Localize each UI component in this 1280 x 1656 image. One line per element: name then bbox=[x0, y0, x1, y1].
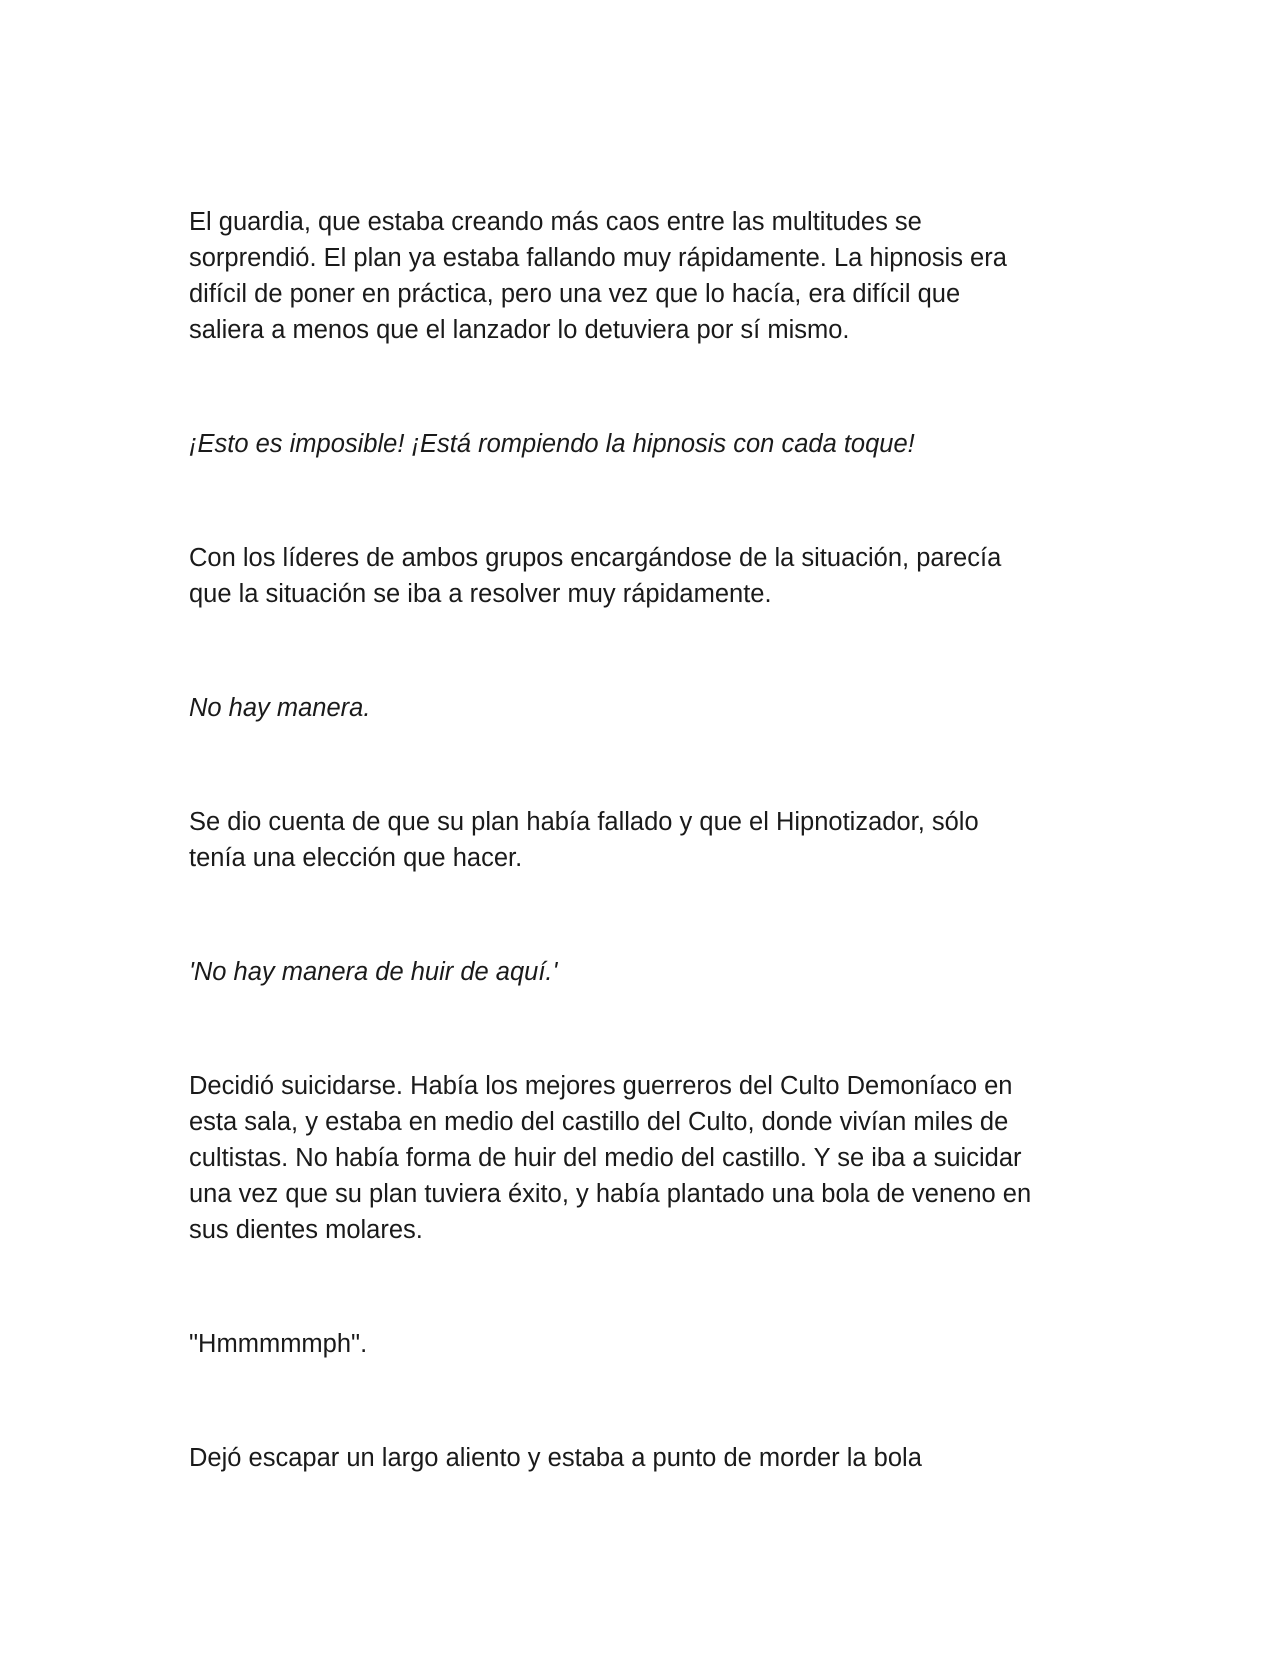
text-line: 'No hay manera de huir de aquí.' bbox=[189, 958, 558, 986]
paragraph bbox=[189, 1068, 1109, 1248]
text-line: Con los líderes de ambos grupos encargándose de la situación, parecía bbox=[189, 544, 1002, 572]
paragraph bbox=[189, 1440, 1109, 1476]
text-line: sus dientes molares. bbox=[189, 1216, 423, 1244]
text-line: Decidió suicidarse. Había los mejores guerreros del Culto Demoníaco en bbox=[189, 1072, 1013, 1100]
text-line: El guardia, que estaba creando más caos entre las multitudes se bbox=[189, 208, 922, 236]
text-line: ¡Esto es imposible! ¡Está rompiendo la hipnosis con cada toque! bbox=[189, 430, 915, 458]
text-line: tenía una elección que hacer. bbox=[189, 844, 523, 872]
text-line: sorprendió. El plan ya estaba fallando muy rápidamente. La hipnosis era bbox=[189, 244, 1007, 272]
paragraph bbox=[189, 540, 1109, 612]
text-line: No hay manera. bbox=[189, 694, 371, 722]
text-line: una vez que su plan tuviera éxito, y había plantado una bola de veneno en bbox=[189, 1180, 1032, 1208]
text-line: saliera a menos que el lanzador lo detuviera por sí mismo. bbox=[189, 316, 850, 344]
paragraph bbox=[189, 954, 1109, 990]
paragraph bbox=[189, 804, 1109, 876]
paragraph bbox=[189, 426, 1109, 462]
text-line: que la situación se iba a resolver muy rápidamente. bbox=[189, 580, 772, 608]
text-line: cultistas. No había forma de huir del medio del castillo. Y se iba a suicidar bbox=[189, 1144, 1022, 1172]
text-line: Se dio cuenta de que su plan había fallado y que el Hipnotizador, sólo bbox=[189, 808, 979, 836]
paragraph bbox=[189, 1326, 1109, 1362]
text-line: Dejó escapar un largo aliento y estaba a punto de morder la bola bbox=[189, 1444, 922, 1472]
text-line: difícil de poner en práctica, pero una vez que lo hacía, era difícil que bbox=[189, 280, 961, 308]
text-line: esta sala, y estaba en medio del castillo del Culto, donde vivían miles de bbox=[189, 1108, 1009, 1136]
document-body bbox=[189, 204, 1109, 1476]
paragraph bbox=[189, 204, 1109, 348]
text-line: "Hmmmmmph". bbox=[189, 1330, 368, 1358]
paragraph bbox=[189, 690, 1109, 726]
